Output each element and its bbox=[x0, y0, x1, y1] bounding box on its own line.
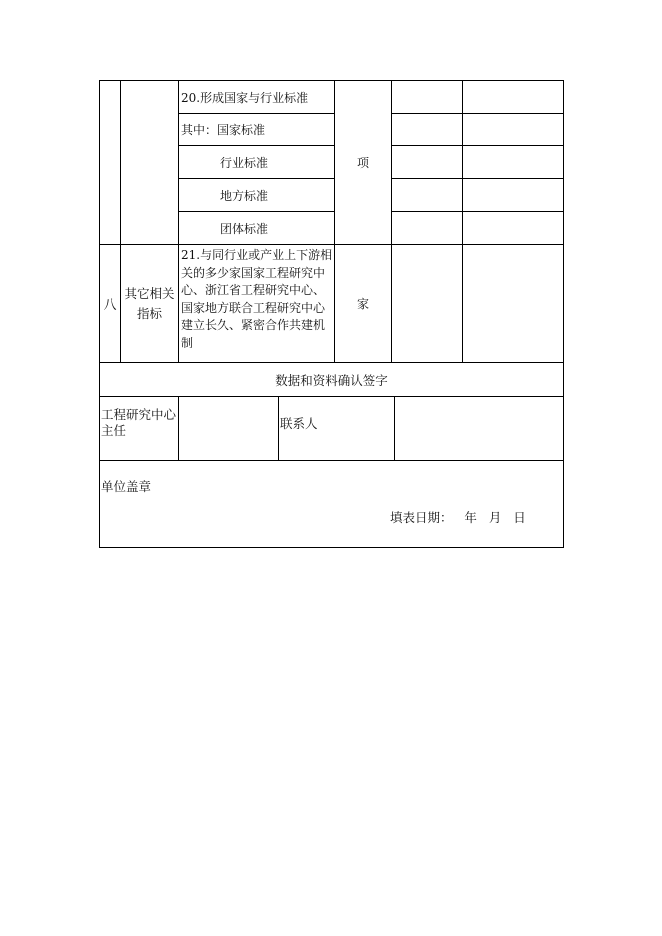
item-21-unit: 家 bbox=[335, 245, 392, 363]
item-20-label: 20.形成国家与行业标准 bbox=[179, 81, 335, 114]
seal-label: 单位盖章 bbox=[101, 479, 152, 494]
value-cell[interactable] bbox=[463, 179, 564, 212]
local-standard-label: 地方标准 bbox=[179, 179, 335, 212]
value-cell[interactable] bbox=[463, 146, 564, 179]
contact-label: 联系人 bbox=[279, 397, 395, 461]
value-cell[interactable] bbox=[463, 114, 564, 146]
value-cell[interactable] bbox=[392, 81, 463, 114]
director-label: 工程研究中心主任 bbox=[100, 397, 179, 461]
section-8-number: 八 bbox=[100, 245, 121, 363]
contact-signature-field[interactable] bbox=[395, 397, 564, 461]
section-8-title: 其它相关指标 bbox=[121, 245, 179, 363]
value-cell[interactable] bbox=[392, 212, 463, 245]
fill-date: 填表日期： 年 月 日 bbox=[390, 510, 526, 525]
confirm-signature-table bbox=[99, 362, 564, 548]
value-cell[interactable] bbox=[392, 114, 463, 146]
value-cell[interactable] bbox=[463, 81, 564, 114]
section-7-number-cell bbox=[100, 81, 121, 245]
value-cell[interactable] bbox=[463, 212, 564, 245]
value-cell[interactable] bbox=[463, 245, 564, 363]
value-cell[interactable] bbox=[392, 245, 463, 363]
indicator-table bbox=[99, 80, 564, 363]
national-standard-label: 其中：国家标准 bbox=[179, 114, 335, 146]
director-signature-field[interactable] bbox=[179, 397, 279, 461]
section-7-title-cell bbox=[121, 81, 179, 245]
seal-area[interactable] bbox=[100, 461, 564, 548]
value-cell[interactable] bbox=[392, 146, 463, 179]
group-standard-label: 团体标准 bbox=[179, 212, 335, 245]
value-cell[interactable] bbox=[392, 179, 463, 212]
item-21-label: 21.与同行业或产业上下游相关的多少家国家工程研究中心、浙江省工程研究中心、国家地方联合工程研究中心建立长久、紧密合作共建机制 bbox=[179, 245, 335, 363]
industry-standard-label: 行业标准 bbox=[179, 146, 335, 179]
confirm-title: 数据和资料确认签字 bbox=[100, 363, 564, 397]
item-20-unit: 项 bbox=[335, 81, 392, 245]
